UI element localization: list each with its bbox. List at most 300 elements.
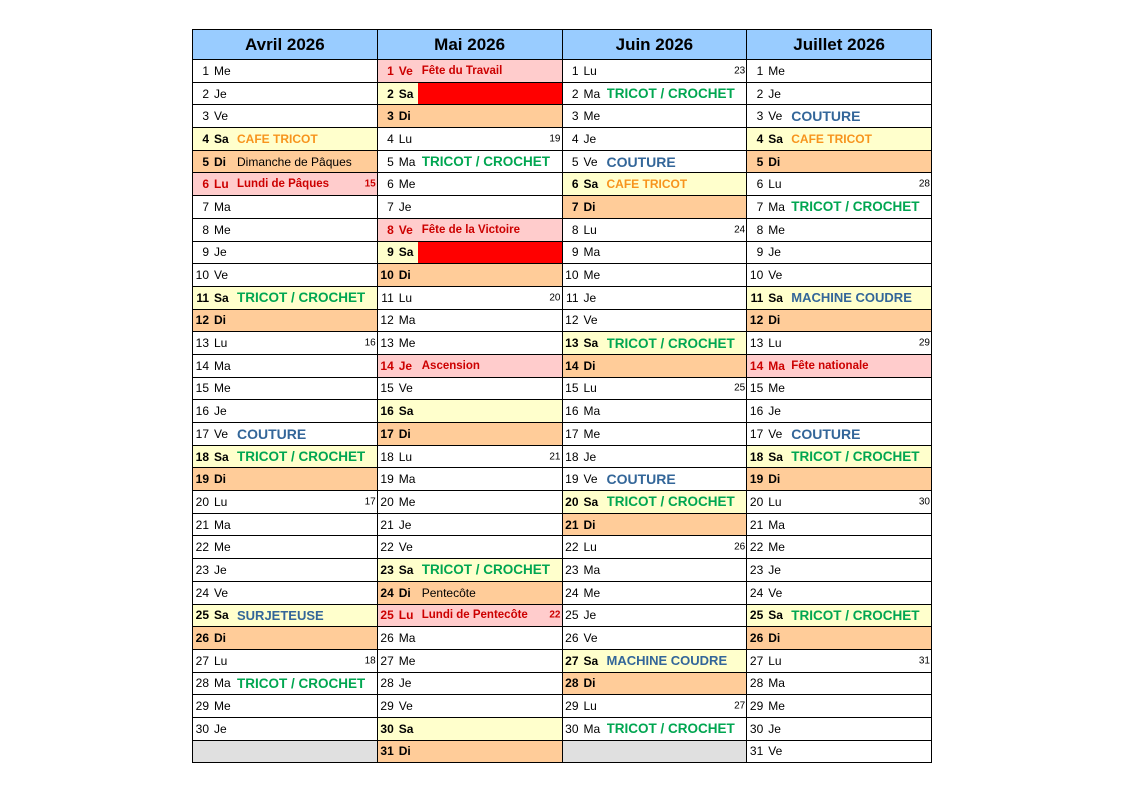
- day-number: 10: [380, 268, 394, 283]
- day-number: 7: [756, 199, 764, 214]
- day-number: 23: [380, 562, 394, 577]
- day-cell: [747, 60, 932, 83]
- weekday: Ma: [398, 631, 416, 646]
- day-number: 13: [380, 336, 394, 351]
- day-cell-content: [563, 400, 747, 422]
- holiday-label: Ascension: [421, 359, 480, 372]
- weekday: Je: [398, 517, 412, 532]
- day-cell: [747, 332, 932, 355]
- day-cell: [193, 695, 378, 718]
- empty-cell: [562, 740, 747, 763]
- day-cell-content: [563, 718, 747, 740]
- day-number: 2: [387, 86, 394, 101]
- day-cell: [747, 377, 932, 400]
- weekday: Ve: [398, 381, 413, 396]
- day-number: 7: [387, 199, 394, 214]
- day-cell: [747, 604, 932, 627]
- weekday: Je: [768, 86, 781, 101]
- day-cell-content: [563, 264, 747, 286]
- weekday: Di: [398, 426, 411, 441]
- weekday: Sa: [214, 449, 229, 464]
- weekday: Ve: [583, 154, 598, 169]
- day-cell-content: [378, 264, 562, 286]
- weekday: Di: [398, 268, 411, 283]
- day-number: 5: [387, 154, 394, 169]
- month-header: Juin 2026: [562, 30, 747, 60]
- day-number: 14: [380, 358, 394, 373]
- event-label: SURJETEUSE: [237, 607, 324, 623]
- weekday: Je: [398, 358, 413, 373]
- day-row: [193, 173, 932, 196]
- holiday-label: Fête du Travail: [421, 64, 503, 77]
- day-row: [193, 649, 932, 672]
- day-cell: [377, 536, 562, 559]
- day-cell: [747, 536, 932, 559]
- day-cell: [377, 491, 562, 514]
- day-number: 8: [756, 222, 764, 237]
- week-number: 22: [549, 609, 561, 621]
- day-cell: [747, 309, 932, 332]
- day-row: [193, 400, 932, 423]
- day-cell: [193, 513, 378, 536]
- day-cell-content: [747, 310, 931, 332]
- day-cell-content: [193, 582, 377, 604]
- day-number: 25: [749, 608, 764, 623]
- day-cell: [747, 218, 932, 241]
- day-cell-content: [193, 650, 377, 672]
- day-cell-content: [563, 536, 747, 558]
- day-cell-content: [378, 514, 562, 536]
- week-number: 19: [549, 133, 561, 145]
- day-number: 12: [195, 313, 209, 328]
- day-row: [193, 286, 932, 309]
- day-number: 28: [565, 676, 579, 691]
- day-cell-content: [563, 378, 747, 400]
- day-number: 21: [749, 517, 764, 532]
- day-number: 24: [195, 585, 209, 600]
- day-cell: [377, 128, 562, 151]
- day-cell: [377, 717, 562, 740]
- day-cell-content: [193, 60, 377, 82]
- day-cell-content: [193, 196, 377, 218]
- day-number: 27: [380, 653, 394, 668]
- day-number: 3: [571, 109, 579, 124]
- day-row: [193, 150, 932, 173]
- day-cell: [747, 173, 932, 196]
- day-number: 29: [565, 699, 579, 714]
- day-cell: [377, 150, 562, 173]
- day-number: 8: [202, 222, 209, 237]
- week-number: 25: [734, 382, 746, 394]
- holiday-label: Dimanche de Pâques: [237, 154, 352, 169]
- day-cell-content: [193, 559, 377, 581]
- day-number: 25: [195, 608, 209, 623]
- day-number: 26: [749, 631, 764, 646]
- day-cell-content: [193, 446, 377, 468]
- day-row: [193, 445, 932, 468]
- weekday: Ve: [398, 63, 413, 78]
- day-cell-content: [193, 355, 377, 377]
- day-number: 21: [565, 517, 579, 532]
- day-cell-content: [378, 582, 562, 604]
- day-cell-content: [378, 468, 562, 490]
- day-cell-content: [378, 695, 562, 717]
- weekday: Me: [583, 109, 601, 124]
- day-cell: [562, 60, 747, 83]
- day-cell: [747, 150, 932, 173]
- day-row: [193, 672, 932, 695]
- day-cell-content: [747, 264, 931, 286]
- day-cell-content: [747, 491, 931, 513]
- day-cell: [193, 60, 378, 83]
- day-number: 14: [749, 358, 764, 373]
- weekday: Sa: [583, 653, 599, 668]
- day-cell: [193, 468, 378, 491]
- day-cell-content: [747, 105, 931, 127]
- weekday: Ve: [768, 426, 783, 441]
- day-number: 19: [749, 472, 764, 487]
- week-number: 26: [734, 541, 746, 553]
- day-row: [193, 423, 932, 446]
- day-number: 27: [749, 653, 764, 668]
- day-cell-content: [378, 400, 562, 422]
- day-cell-content: [193, 514, 377, 536]
- day-number: 28: [749, 676, 764, 691]
- day-cell: [562, 309, 747, 332]
- event-label: TRICOT / CROCHET: [237, 675, 366, 691]
- day-cell: [562, 173, 747, 196]
- holiday-label: Lundi de Pentecôte: [421, 609, 528, 622]
- day-number: 15: [565, 381, 579, 396]
- day-row: [193, 468, 932, 491]
- week-number: 17: [364, 496, 376, 508]
- day-cell-content: [747, 514, 931, 536]
- weekday: Je: [583, 449, 597, 464]
- weekday: Sa: [398, 562, 414, 577]
- day-cell-content: [747, 741, 931, 763]
- day-cell: [193, 128, 378, 151]
- day-cell: [377, 445, 562, 468]
- weekday: Ve: [214, 109, 229, 124]
- day-number: 31: [749, 744, 764, 759]
- day-cell-content: [563, 605, 747, 627]
- weekday: Lu: [583, 540, 597, 555]
- day-number: 6: [387, 177, 394, 192]
- day-cell-content: [193, 605, 377, 627]
- weekday: Sa: [583, 494, 599, 509]
- weekday: Di: [398, 585, 411, 600]
- day-cell-content: [193, 332, 377, 354]
- day-cell: [562, 445, 747, 468]
- weekday: Je: [583, 131, 597, 146]
- weekday: Sa: [768, 131, 783, 146]
- day-number: 10: [195, 268, 209, 283]
- day-number: 20: [749, 494, 764, 509]
- weekday: Di: [768, 631, 781, 646]
- day-number: 19: [380, 472, 394, 487]
- day-row: [193, 513, 932, 536]
- day-cell-content: [563, 242, 747, 264]
- day-number: 4: [387, 131, 394, 146]
- day-cell: [193, 649, 378, 672]
- day-cell-content: [378, 173, 562, 195]
- day-number: 18: [749, 449, 764, 464]
- day-cell: [377, 740, 562, 763]
- day-number: 12: [565, 313, 579, 328]
- weekday: Me: [768, 540, 785, 555]
- day-cell: [193, 559, 378, 582]
- day-number: 9: [571, 245, 579, 260]
- week-number: 20: [549, 292, 561, 304]
- weekday: Lu: [583, 381, 597, 396]
- weekday: Di: [583, 358, 596, 373]
- weekday: Ve: [214, 426, 229, 441]
- weekday: Lu: [214, 653, 228, 668]
- day-cell-content: [563, 310, 747, 332]
- day-cell-content: [378, 332, 562, 354]
- event-label: TRICOT / CROCHET: [791, 199, 920, 215]
- day-cell: [562, 513, 747, 536]
- day-cell-content: [378, 650, 562, 672]
- blocked-block: [418, 83, 562, 105]
- day-number: 25: [380, 608, 394, 623]
- week-number: 27: [734, 700, 746, 712]
- day-cell-content: [193, 468, 377, 490]
- week-number: 29: [918, 337, 930, 349]
- day-cell-content: [747, 718, 931, 740]
- weekday: Me: [398, 336, 416, 351]
- day-cell-content: [378, 491, 562, 513]
- weekday: Di: [214, 472, 226, 487]
- day-cell-content: [563, 60, 747, 82]
- weekday: Ve: [398, 222, 413, 237]
- day-cell: [377, 241, 562, 264]
- weekday: Lu: [398, 290, 413, 305]
- day-cell: [193, 672, 378, 695]
- day-cell-content: [563, 196, 747, 218]
- weekday: Je: [398, 199, 412, 214]
- day-number: 3: [756, 109, 764, 124]
- day-number: 23: [749, 562, 764, 577]
- day-number: 18: [380, 449, 394, 464]
- day-cell: [747, 740, 932, 763]
- day-number: 16: [380, 404, 394, 419]
- weekday: Sa: [768, 608, 783, 623]
- weekday: Me: [214, 540, 231, 555]
- day-number: 15: [195, 381, 209, 396]
- day-number: 21: [380, 517, 394, 532]
- weekday: Sa: [398, 721, 414, 736]
- day-cell-content: [378, 673, 562, 695]
- day-cell: [747, 445, 932, 468]
- week-number: 24: [734, 224, 746, 236]
- day-row: [193, 740, 932, 763]
- day-number: 3: [202, 109, 209, 124]
- event-label: TRICOT / CROCHET: [791, 607, 920, 623]
- day-cell: [193, 354, 378, 377]
- day-number: 15: [380, 381, 394, 396]
- day-cell: [193, 173, 378, 196]
- day-number: 18: [565, 449, 579, 464]
- day-number: 12: [749, 313, 764, 328]
- day-number: 6: [202, 177, 209, 192]
- weekday: Me: [583, 268, 601, 283]
- day-row: [193, 354, 932, 377]
- day-cell-content: [378, 60, 562, 82]
- weekday: Ma: [768, 517, 785, 532]
- weekday: Lu: [583, 222, 597, 237]
- holiday-label: Fête nationale: [791, 359, 869, 372]
- day-cell: [562, 604, 747, 627]
- day-cell-content: [747, 378, 931, 400]
- weekday: Je: [214, 245, 227, 260]
- day-cell-content: [747, 60, 931, 82]
- day-cell: [193, 286, 378, 309]
- day-cell-content: [563, 514, 747, 536]
- day-cell: [562, 717, 747, 740]
- weekday: Ma: [398, 154, 416, 169]
- day-cell: [377, 400, 562, 423]
- blocked-block: [418, 242, 562, 264]
- day-cell: [193, 491, 378, 514]
- weekday: Sa: [398, 86, 414, 101]
- day-number: 7: [571, 199, 579, 214]
- day-cell-content: [747, 332, 931, 354]
- day-number: 2: [571, 86, 579, 101]
- day-cell-content: [193, 287, 377, 309]
- month-header: Avril 2026: [193, 30, 378, 60]
- day-cell: [562, 196, 747, 219]
- event-label: COUTURE: [791, 425, 861, 442]
- week-number: 18: [364, 655, 376, 667]
- day-number: 30: [195, 721, 209, 736]
- weekday: Me: [583, 585, 601, 600]
- day-row: [193, 264, 932, 287]
- day-cell-content: [747, 355, 931, 377]
- weekday: Me: [398, 653, 416, 668]
- day-cell-content: [193, 264, 377, 286]
- day-cell-content: [563, 151, 747, 173]
- day-number: 26: [380, 631, 394, 646]
- day-row: [193, 627, 932, 650]
- day-cell: [747, 513, 932, 536]
- week-number: 23: [734, 65, 746, 77]
- weekday: Je: [768, 562, 781, 577]
- day-number: 29: [749, 699, 764, 714]
- day-cell: [562, 332, 747, 355]
- event-label: TRICOT / CROCHET: [237, 290, 366, 306]
- day-cell: [377, 264, 562, 287]
- day-number: 6: [756, 177, 764, 192]
- weekday: Di: [214, 313, 226, 328]
- calendar-body: [193, 60, 932, 763]
- day-cell-content: [563, 468, 747, 490]
- day-cell: [193, 400, 378, 423]
- day-number: 23: [195, 562, 209, 577]
- day-cell-content: [747, 695, 931, 717]
- day-cell-content: [193, 695, 377, 717]
- day-cell: [193, 536, 378, 559]
- day-cell-content: [747, 627, 931, 649]
- day-cell-content: [193, 536, 377, 558]
- day-number: 9: [387, 245, 394, 260]
- day-number: 6: [571, 177, 579, 192]
- weekday: Me: [768, 699, 785, 714]
- month-header-row: [193, 30, 932, 60]
- weekday: Ve: [214, 585, 229, 600]
- weekday: Di: [583, 517, 596, 532]
- weekday: Lu: [398, 449, 413, 464]
- day-cell-content: [378, 287, 562, 309]
- day-row: [193, 332, 932, 355]
- weekday: Ma: [214, 199, 231, 214]
- day-number: 14: [565, 358, 579, 373]
- day-number: 10: [565, 268, 579, 283]
- weekday: Ve: [214, 268, 229, 283]
- day-cell-content: [378, 536, 562, 558]
- weekday: Lu: [583, 699, 597, 714]
- day-number: 16: [565, 404, 579, 419]
- day-number: 27: [565, 653, 579, 668]
- day-row: [193, 717, 932, 740]
- day-cell: [747, 717, 932, 740]
- weekday: Me: [214, 63, 231, 78]
- day-number: 26: [565, 631, 579, 646]
- day-number: 26: [195, 631, 209, 646]
- weekday: Lu: [583, 63, 597, 78]
- day-cell: [747, 695, 932, 718]
- holiday-label: Lundi de Pâques: [237, 178, 330, 191]
- day-cell-content: [563, 332, 747, 354]
- day-cell-content: [193, 128, 377, 150]
- event-label: COUTURE: [606, 471, 676, 488]
- day-number: 1: [756, 63, 764, 78]
- day-cell-content: [193, 105, 377, 127]
- weekday: Me: [214, 222, 231, 237]
- day-cell: [377, 354, 562, 377]
- day-cell-content: [378, 423, 562, 445]
- weekday: Me: [768, 63, 785, 78]
- day-cell-content: [747, 196, 931, 218]
- day-cell: [193, 241, 378, 264]
- month-header: Juillet 2026: [747, 30, 932, 60]
- day-cell: [193, 218, 378, 241]
- event-label: TRICOT / CROCHET: [606, 494, 735, 510]
- day-cell-content: [563, 627, 747, 649]
- weekday: Lu: [768, 494, 782, 509]
- day-cell-content: [747, 446, 931, 468]
- weekday: Ve: [768, 268, 783, 283]
- day-cell-content: [563, 650, 747, 672]
- day-cell-content: [378, 219, 562, 241]
- day-cell-content: [747, 83, 931, 105]
- weekday: Sa: [768, 290, 783, 305]
- week-number: 21: [549, 451, 561, 463]
- day-cell: [747, 264, 932, 287]
- day-cell: [747, 286, 932, 309]
- day-cell: [377, 695, 562, 718]
- weekday: Di: [768, 313, 781, 328]
- day-number: 20: [565, 494, 579, 509]
- weekday: Sa: [768, 449, 783, 464]
- event-label: CAFE TRICOT: [237, 131, 318, 146]
- day-row: [193, 559, 932, 582]
- day-cell-content: [378, 627, 562, 649]
- day-cell-content: [563, 491, 747, 513]
- day-cell: [377, 218, 562, 241]
- day-cell: [377, 468, 562, 491]
- weekday: Me: [768, 222, 785, 237]
